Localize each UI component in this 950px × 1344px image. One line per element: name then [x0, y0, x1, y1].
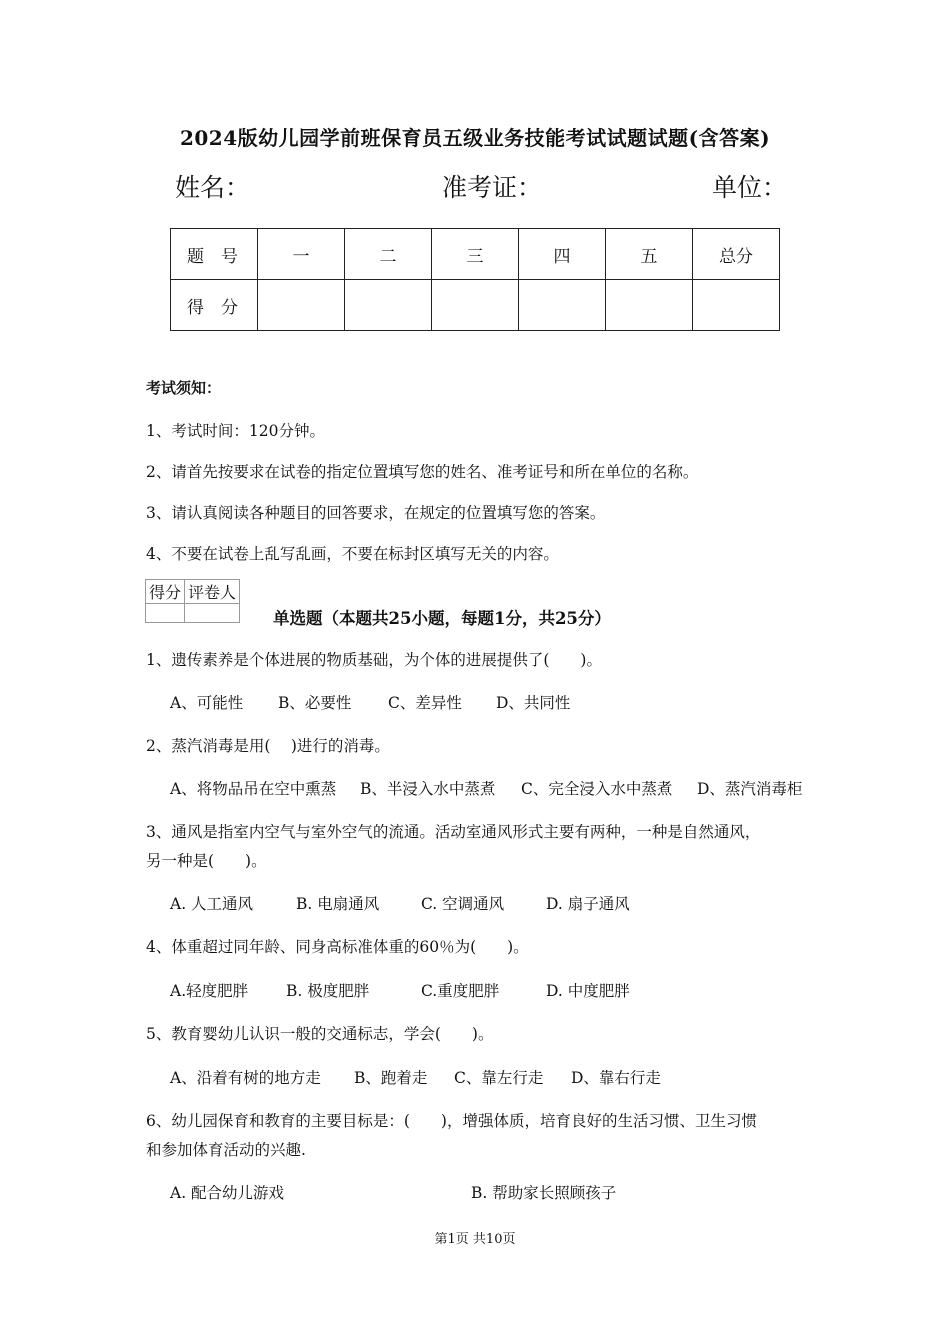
score-table-header-cell: 一 [258, 229, 345, 280]
question-option: A. 配合幼儿游戏 [170, 1184, 285, 1202]
question-stem: 1、遗传素养是个体进展的物质基础，为个体的进展提供了( )。 [146, 651, 602, 669]
question-option: A. 人工通风 [170, 895, 254, 913]
question-option: C. 空调通风 [421, 895, 505, 913]
document-title: 2024版幼儿园学前班保育员五级业务技能考试试题试题(含答案) [179, 126, 771, 150]
score-cell[interactable] [345, 280, 432, 331]
question-stem: 4、体重超过同年龄、同身高标准体重的60％为( )。 [146, 938, 529, 956]
question-option: A.轻度肥胖 [170, 982, 249, 1000]
question-stem-continued: 另一种是( )。 [146, 852, 267, 870]
score-table-header-cell: 五 [606, 229, 693, 280]
notice-item: 2、请首先按要求在试卷的指定位置填写您的姓名、准考证号和所在单位的名称。 [146, 463, 699, 481]
question-option: B、跑着走 [354, 1069, 428, 1087]
question-option: C、差异性 [388, 694, 462, 712]
question-option: D、蒸汽消毒柜 [697, 780, 803, 798]
grader-score-cell[interactable] [146, 604, 185, 623]
question-option: A、将物品吊在空中熏蒸 [170, 780, 337, 798]
question-option: A、可能性 [170, 694, 244, 712]
question-option: D、靠右行走 [571, 1069, 661, 1087]
exam-id-label: 准考证： [442, 173, 543, 202]
score-table [170, 228, 780, 331]
notice-item: 4、不要在试卷上乱写乱画，不要在标封区填写无关的内容。 [146, 545, 559, 563]
grader-box [145, 579, 240, 623]
page-footer: 第1页 共10页 [434, 1232, 516, 1247]
question-option: A、沿着有树的地方走 [170, 1069, 321, 1087]
question-option: C、靠左行走 [454, 1069, 544, 1087]
notice-item: 3、请认真阅读各种题目的回答要求，在规定的位置填写您的答案。 [146, 504, 606, 522]
question-option: D、共同性 [496, 694, 571, 712]
question-stem: 3、通风是指室内空气与室外空气的流通。活动室通风形式主要有两种，一种是自然通风， [146, 823, 761, 841]
question-option: B、必要性 [278, 694, 352, 712]
section-title: 单选题（本题共25小题，每题1分，共25分） [273, 609, 611, 628]
score-cell[interactable] [258, 280, 345, 331]
score-table-header-row [171, 229, 780, 280]
notice-item: 1、考试时间：120分钟。 [146, 422, 325, 440]
score-cell[interactable] [606, 280, 693, 331]
question-option: D. 中度肥胖 [546, 982, 630, 1000]
notice-heading: 考试须知： [146, 379, 222, 397]
question-option: B、半浸入水中蒸煮 [360, 780, 496, 798]
score-table-header-cell: 二 [345, 229, 432, 280]
question-option: B. 极度肥胖 [286, 982, 370, 1000]
score-table-header-cell: 总分 [693, 229, 780, 280]
grader-score-label: 得分 [146, 580, 185, 604]
question-stem: 5、教育婴幼儿认识一般的交通标志，学会( )。 [146, 1025, 494, 1043]
grader-reviewer-cell[interactable] [185, 604, 240, 623]
question-option: B. 帮助家长照顾孩子 [471, 1184, 617, 1202]
score-cell[interactable] [519, 280, 606, 331]
question-option: C、完全浸入水中蒸煮 [521, 780, 673, 798]
score-cell[interactable] [432, 280, 519, 331]
grader-reviewer-label: 评卷人 [185, 580, 240, 604]
score-cell[interactable] [693, 280, 780, 331]
question-stem-continued: 和参加体育活动的兴趣. [146, 1141, 306, 1159]
question-stem: 2、蒸汽消毒是用( )进行的消毒。 [146, 737, 390, 755]
name-label: 姓名： [175, 173, 251, 202]
score-table-score-row [171, 280, 780, 331]
question-option: C.重度肥胖 [421, 982, 500, 1000]
question-stem: 6、幼儿园保育和教育的主要目标是：( )，增强体质，培育良好的生活习惯、卫生习惯 [146, 1112, 757, 1130]
score-table-header-cell: 题 号 [171, 229, 258, 280]
unit-label: 单位： [712, 173, 788, 202]
question-option: B. 电扇通风 [296, 895, 380, 913]
score-row-label: 得 分 [171, 280, 258, 331]
question-option: D. 扇子通风 [546, 895, 630, 913]
score-table-header-cell: 三 [432, 229, 519, 280]
score-table-header-cell: 四 [519, 229, 606, 280]
